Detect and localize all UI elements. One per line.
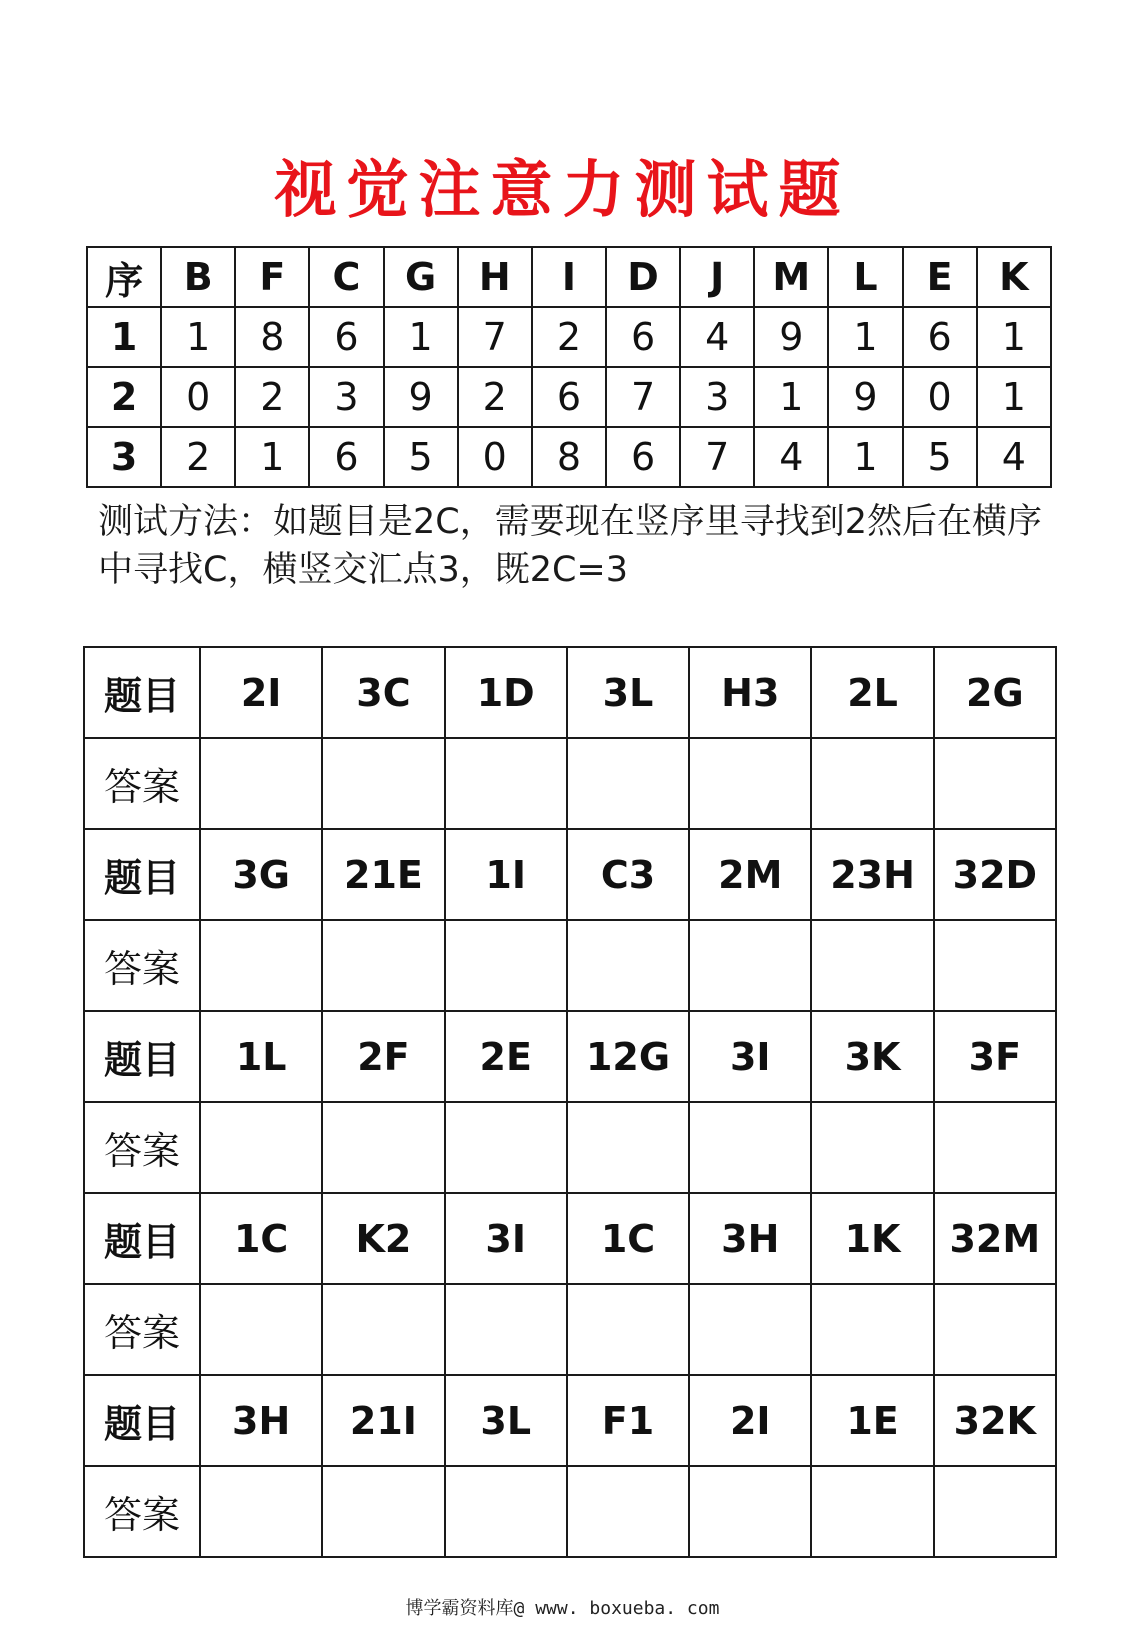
question-cell: 3L (445, 1375, 567, 1466)
answer-cell[interactable] (200, 1466, 322, 1557)
question-cell: F1 (567, 1375, 689, 1466)
question-cell: 2E (445, 1011, 567, 1102)
answer-cell[interactable] (200, 738, 322, 829)
lookup-cell: 0 (458, 427, 532, 487)
lookup-column-header: H (458, 247, 532, 307)
answer-cell[interactable] (811, 1102, 933, 1193)
question-cell: H3 (689, 647, 811, 738)
question-cell: 2I (689, 1375, 811, 1466)
lookup-cell: 9 (828, 367, 902, 427)
lookup-cell: 6 (309, 427, 383, 487)
question-cell: 32D (934, 829, 1056, 920)
lookup-header-row (87, 247, 1051, 307)
answer-cell[interactable] (811, 920, 933, 1011)
lookup-column-header: M (754, 247, 828, 307)
lookup-cell: 6 (309, 307, 383, 367)
lookup-column-header: F (235, 247, 309, 307)
question-cell: 2G (934, 647, 1056, 738)
lookup-column-header: D (606, 247, 680, 307)
lookup-column-header: C (309, 247, 383, 307)
answer-cell[interactable] (445, 1284, 567, 1375)
lookup-corner-cell: 序 (87, 247, 161, 307)
answer-cell[interactable] (689, 1466, 811, 1557)
question-cell: 1K (811, 1193, 933, 1284)
answer-row (84, 1466, 1056, 1557)
answer-cell[interactable] (689, 1102, 811, 1193)
question-cell: 3I (689, 1011, 811, 1102)
lookup-cell: 2 (458, 367, 532, 427)
answer-label: 答案 (84, 1102, 200, 1193)
question-cell: 32M (934, 1193, 1056, 1284)
question-cell: 1E (811, 1375, 933, 1466)
lookup-column-header: K (977, 247, 1051, 307)
question-cell: 12G (567, 1011, 689, 1102)
answer-cell[interactable] (689, 1284, 811, 1375)
lookup-table (86, 246, 1052, 488)
lookup-cell: 1 (828, 307, 902, 367)
answer-cell[interactable] (934, 1466, 1056, 1557)
question-cell: 23H (811, 829, 933, 920)
lookup-cell: 3 (680, 367, 754, 427)
question-cell: 21E (322, 829, 444, 920)
lookup-column-header: G (384, 247, 458, 307)
question-row (84, 1375, 1056, 1466)
lookup-cell: 1 (235, 427, 309, 487)
question-label: 题目 (84, 1193, 200, 1284)
footer-watermark: 博学霸资料库@ www. boxueba. com (405, 1598, 720, 1619)
lookup-cell: 6 (606, 427, 680, 487)
page-title: 视觉注意力测试题 (274, 153, 851, 226)
question-cell: 3I (445, 1193, 567, 1284)
question-row (84, 1011, 1056, 1102)
lookup-cell: 7 (458, 307, 532, 367)
question-cell: 1C (200, 1193, 322, 1284)
lookup-column-header: L (828, 247, 902, 307)
answer-cell[interactable] (934, 738, 1056, 829)
lookup-row-header: 2 (87, 367, 161, 427)
answer-cell[interactable] (322, 1284, 444, 1375)
lookup-cell: 1 (977, 307, 1051, 367)
answer-cell[interactable] (567, 1284, 689, 1375)
instructions-text: 测试方法：如题目是2C，需要现在竖序里寻找到2然后在横序中寻找C，横竖交汇点3，既2C=3 (98, 502, 1042, 590)
answer-cell[interactable] (811, 1466, 933, 1557)
quiz-table (83, 646, 1057, 1558)
lookup-row (87, 427, 1051, 487)
question-cell: 3H (200, 1375, 322, 1466)
answer-cell[interactable] (322, 1102, 444, 1193)
answer-cell[interactable] (445, 1102, 567, 1193)
answer-cell[interactable] (567, 738, 689, 829)
lookup-row-header: 3 (87, 427, 161, 487)
question-cell: 2L (811, 647, 933, 738)
question-label: 题目 (84, 1375, 200, 1466)
lookup-column-header: B (161, 247, 235, 307)
question-cell: 1I (445, 829, 567, 920)
answer-cell[interactable] (689, 920, 811, 1011)
question-cell: 1C (567, 1193, 689, 1284)
answer-cell[interactable] (200, 1284, 322, 1375)
answer-cell[interactable] (322, 1466, 444, 1557)
question-label: 题目 (84, 829, 200, 920)
answer-cell[interactable] (445, 738, 567, 829)
lookup-cell: 1 (754, 367, 828, 427)
question-cell: 3K (811, 1011, 933, 1102)
answer-row (84, 1284, 1056, 1375)
lookup-cell: 1 (977, 367, 1051, 427)
answer-cell[interactable] (322, 920, 444, 1011)
lookup-cell: 6 (532, 367, 606, 427)
lookup-row-header: 1 (87, 307, 161, 367)
question-row (84, 829, 1056, 920)
question-cell: 32K (934, 1375, 1056, 1466)
lookup-cell: 7 (680, 427, 754, 487)
answer-label: 答案 (84, 920, 200, 1011)
answer-cell[interactable] (322, 738, 444, 829)
question-row (84, 1193, 1056, 1284)
lookup-cell: 9 (384, 367, 458, 427)
question-label: 题目 (84, 647, 200, 738)
lookup-cell: 8 (235, 307, 309, 367)
lookup-column-header: J (680, 247, 754, 307)
question-cell: K2 (322, 1193, 444, 1284)
lookup-cell: 1 (384, 307, 458, 367)
lookup-cell: 2 (161, 427, 235, 487)
lookup-cell: 6 (606, 307, 680, 367)
answer-cell[interactable] (445, 920, 567, 1011)
lookup-cell: 0 (903, 367, 977, 427)
lookup-cell: 9 (754, 307, 828, 367)
question-label: 题目 (84, 1011, 200, 1102)
lookup-column-header: I (532, 247, 606, 307)
answer-label: 答案 (84, 1466, 200, 1557)
lookup-cell: 6 (903, 307, 977, 367)
answer-cell[interactable] (567, 920, 689, 1011)
question-cell: 3H (689, 1193, 811, 1284)
lookup-cell: 0 (161, 367, 235, 427)
lookup-row (87, 367, 1051, 427)
answer-cell[interactable] (200, 1102, 322, 1193)
lookup-cell: 3 (309, 367, 383, 427)
lookup-cell: 5 (903, 427, 977, 487)
answer-cell[interactable] (567, 1466, 689, 1557)
answer-cell[interactable] (934, 1102, 1056, 1193)
question-cell: 2I (200, 647, 322, 738)
lookup-cell: 4 (680, 307, 754, 367)
answer-cell[interactable] (200, 920, 322, 1011)
lookup-cell: 1 (828, 427, 902, 487)
answer-label: 答案 (84, 1284, 200, 1375)
lookup-cell: 5 (384, 427, 458, 487)
lookup-row (87, 307, 1051, 367)
question-cell: C3 (567, 829, 689, 920)
question-cell: 21I (322, 1375, 444, 1466)
question-cell: 3C (322, 647, 444, 738)
answer-cell[interactable] (811, 1284, 933, 1375)
question-cell: 1D (445, 647, 567, 738)
answer-cell[interactable] (811, 738, 933, 829)
answer-row (84, 1102, 1056, 1193)
lookup-cell: 7 (606, 367, 680, 427)
lookup-cell: 4 (754, 427, 828, 487)
answer-cell[interactable] (934, 1284, 1056, 1375)
lookup-cell: 1 (161, 307, 235, 367)
answer-cell[interactable] (445, 1466, 567, 1557)
answer-cell[interactable] (567, 1102, 689, 1193)
lookup-cell: 4 (977, 427, 1051, 487)
answer-row (84, 920, 1056, 1011)
question-cell: 3F (934, 1011, 1056, 1102)
answer-label: 答案 (84, 738, 200, 829)
lookup-cell: 8 (532, 427, 606, 487)
answer-row (84, 738, 1056, 829)
answer-cell[interactable] (934, 920, 1056, 1011)
question-cell: 3L (567, 647, 689, 738)
question-row (84, 647, 1056, 738)
answer-cell[interactable] (689, 738, 811, 829)
lookup-cell: 2 (235, 367, 309, 427)
question-cell: 3G (200, 829, 322, 920)
question-cell: 2M (689, 829, 811, 920)
lookup-cell: 2 (532, 307, 606, 367)
question-cell: 2F (322, 1011, 444, 1102)
question-cell: 1L (200, 1011, 322, 1102)
lookup-column-header: E (903, 247, 977, 307)
